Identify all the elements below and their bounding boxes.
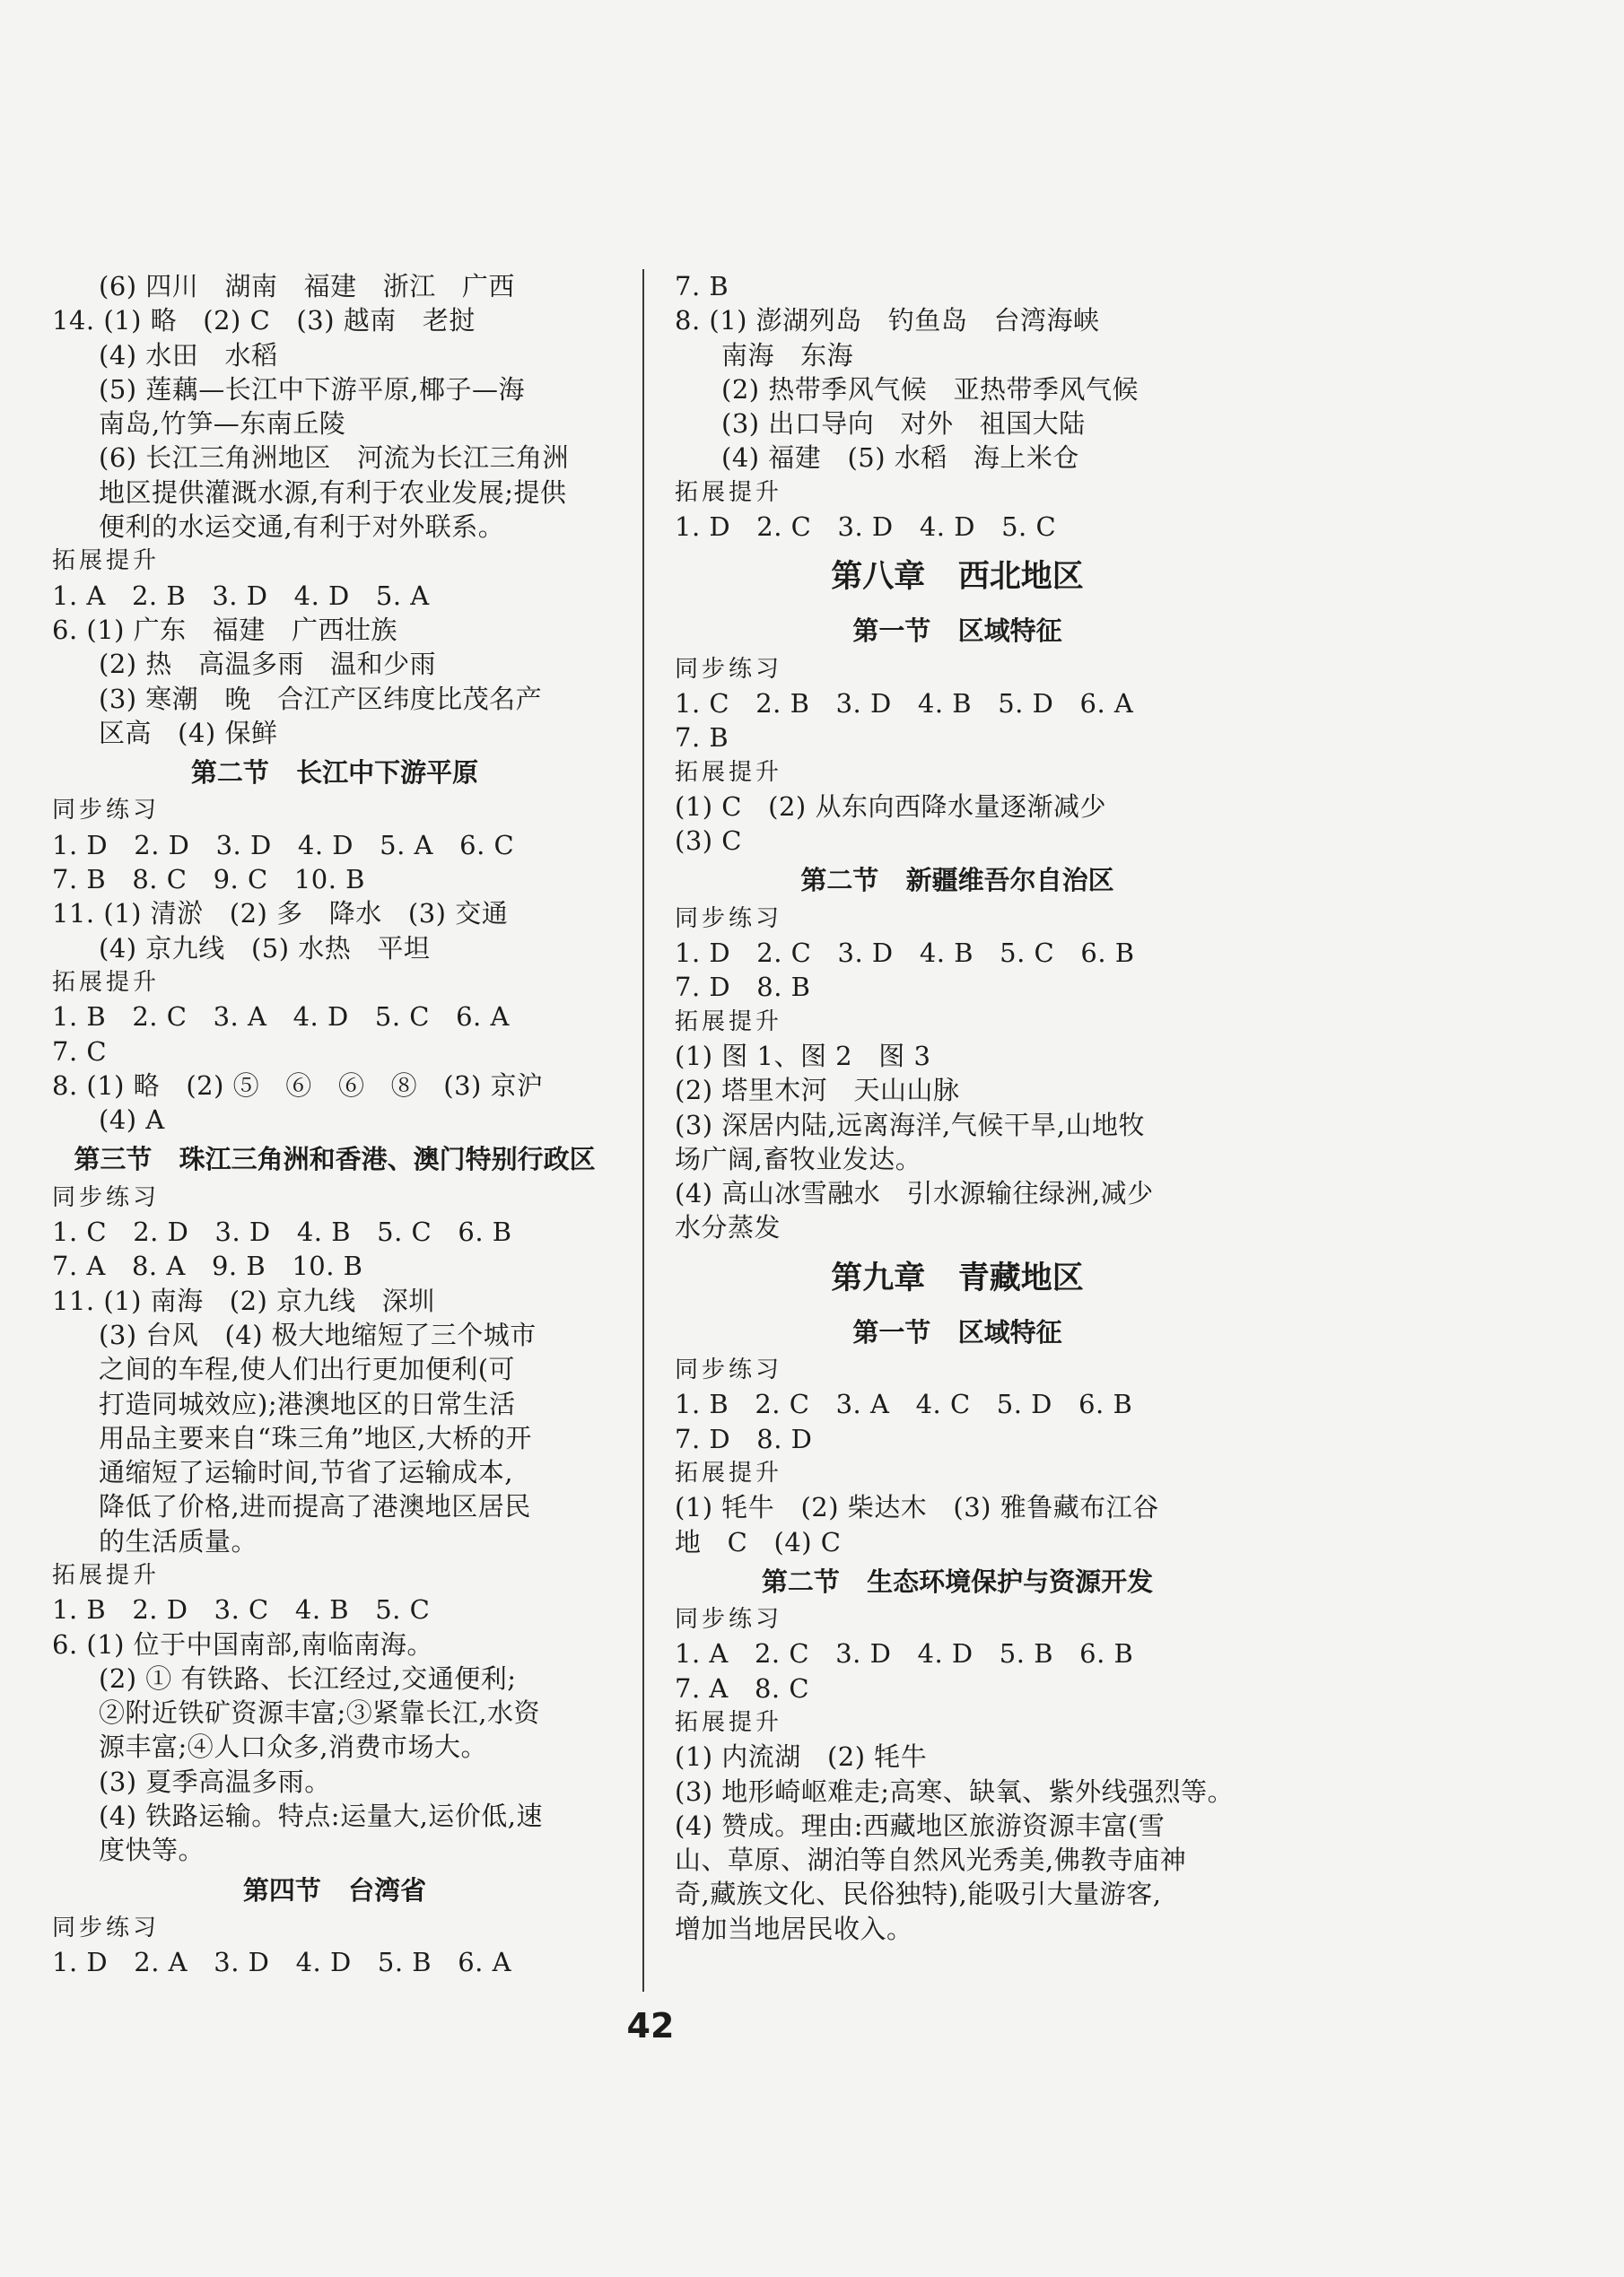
answer-line: 度快等。	[99, 1835, 205, 1866]
section-heading: 第二节 生态环境保护与资源开发	[761, 1566, 1154, 1597]
answer-line: (4) 铁路运输。特点:运量大,运价低,速	[99, 1801, 544, 1832]
answer-line: 7. A 8. C	[675, 1672, 810, 1704]
answer-line: ②附近铁矿资源丰富;③紧靠长江,水资	[99, 1697, 540, 1729]
answer-line: (3) 台风 (4) 极大地缩短了三个城市	[99, 1319, 537, 1350]
answer-line: 1. D 2. C 3. D 4. B 5. C 6. B	[675, 938, 1135, 969]
exercise-label: 拓展提升	[675, 758, 783, 786]
answer-line: (3) 夏季高温多雨。	[99, 1766, 331, 1797]
answer-line: 1. B 2. D 3. C 4. B 5. C	[52, 1594, 431, 1626]
right-column	[675, 269, 1240, 1946]
answer-line: (3) 出口导向 对外 祖国大陆	[721, 408, 1086, 440]
section-heading: 第一节 区域特征	[852, 615, 1062, 647]
answer-line: (5) 莲藕—长江中下游平原,椰子—海	[99, 373, 526, 405]
answer-line: 源丰富;④人口众多,消费市场大。	[99, 1732, 487, 1763]
answer-line: 7. A 8. A 9. B 10. B	[52, 1251, 363, 1282]
section-heading: 第三节 珠江三角洲和香港、澳门特别行政区	[74, 1144, 596, 1175]
answer-line: 1. C 2. D 3. D 4. B 5. C 6. B	[52, 1217, 512, 1248]
answer-line: 奇,藏族文化、民俗独特),能吸引大量游客,	[675, 1879, 1162, 1910]
section-heading: 第二节 新疆维吾尔自治区	[800, 865, 1114, 896]
answer-line: 便利的水运交通,有利于对外联系。	[99, 511, 505, 543]
page-number: 42	[626, 2006, 675, 2046]
answer-line: (1) 内流湖 (2) 牦牛	[675, 1741, 928, 1773]
answer-line: 7. B 8. C 9. C 10. B	[52, 864, 365, 895]
exercise-label: 拓展提升	[675, 1008, 783, 1035]
answer-line: (3) 地形崎岖难走;高寒、缺氧、紫外线强烈等。	[675, 1775, 1235, 1807]
answer-line: 山、草原、湖泊等自然风光秀美,佛教寺庙神	[675, 1845, 1187, 1876]
answer-line: (4) 福建 (5) 水稻 海上米仓	[721, 442, 1079, 474]
answer-line: 1. A 2. B 3. D 4. D 5. A	[52, 580, 430, 611]
exercise-label: 拓展提升	[675, 1708, 783, 1736]
answer-line: 区高 (4) 保鲜	[99, 717, 278, 748]
answer-line: 7. C	[52, 1035, 108, 1067]
answer-line: 7. B	[675, 271, 729, 301]
answer-line: (3) 深居内陆,远离海洋,气候干旱,山地牧	[675, 1109, 1145, 1140]
exercise-label: 拓展提升	[52, 547, 161, 575]
answer-line: 地区提供灌溉水源,有利于农业发展;提供	[99, 476, 567, 508]
exercise-label: 同步练习	[52, 797, 161, 824]
answer-line: (6) 四川 湖南 福建 浙江 广西	[99, 271, 515, 301]
chapter-heading: 第九章 青藏地区	[831, 1260, 1084, 1296]
exercise-label: 拓展提升	[675, 478, 783, 506]
answer-line: 场广阔,畜牧业发达。	[675, 1143, 922, 1174]
answer-line: (4) 京九线 (5) 水热 平坦	[99, 932, 431, 964]
answer-line: (1) C (2) 从东向西降水量逐渐减少	[675, 790, 1106, 822]
answer-line: (4) 水田 水稻	[99, 339, 278, 371]
answer-line: 1. B 2. C 3. A 4. C 5. D 6. B	[675, 1389, 1133, 1420]
answer-line: 11. (1) 清淤 (2) 多 降水 (3) 交通	[52, 898, 509, 929]
section-heading: 第一节 区域特征	[852, 1316, 1062, 1348]
answer-line: 降低了价格,进而提高了港澳地区居民	[99, 1491, 531, 1522]
answer-line: (1) 图 1、图 2 图 3	[675, 1040, 931, 1071]
answer-line: (6) 长江三角洲地区 河流为长江三角洲	[99, 442, 569, 474]
answer-line: 南岛,竹笋—东南丘陵	[99, 408, 346, 440]
answer-line: 6. (1) 位于中国南部,南临南海。	[52, 1628, 433, 1660]
answer-line: 通缩短了运输时间,节省了运输成本,	[99, 1457, 513, 1488]
answer-line: 1. D 2. D 3. D 4. D 5. A 6. C	[52, 829, 515, 860]
answer-line: 7. B	[675, 722, 729, 754]
exercise-label: 拓展提升	[52, 968, 161, 996]
exercise-label: 拓展提升	[52, 1561, 161, 1589]
answer-line: 11. (1) 南海 (2) 京九线 深圳	[52, 1285, 435, 1316]
exercise-label: 同步练习	[52, 1914, 161, 1941]
answer-line: 8. (1) 澎湖列岛 钓鱼岛 台湾海峡	[675, 305, 1100, 336]
answer-line: (2) 热带季风气候 亚热带季风气候	[721, 373, 1139, 405]
chapter-heading: 第八章 西北地区	[831, 559, 1084, 596]
answer-line: 1. B 2. C 3. A 4. D 5. C 6. A	[52, 1001, 510, 1033]
exercise-label: 同步练习	[52, 1183, 161, 1211]
answer-line: 南海 东海	[721, 339, 854, 371]
answer-line: 1. D 2. C 3. D 4. D 5. C	[675, 511, 1057, 543]
answer-line: (1) 牦牛 (2) 柴达木 (3) 雅鲁藏布江谷	[675, 1492, 1159, 1523]
answer-line: 8. (1) 略 (2) ⑤ ⑥ ⑥ ⑧ (3) 京沪	[52, 1069, 544, 1101]
answer-line: 1. A 2. C 3. D 4. D 5. B 6. B	[675, 1638, 1134, 1670]
answer-line: 14. (1) 略 (2) C (3) 越南 老挝	[52, 305, 476, 336]
answer-line: (4) A	[99, 1104, 165, 1136]
answer-line: 用品主要来自“珠三角”地区,大桥的开	[99, 1422, 532, 1453]
answer-line: (2) ① 有铁路、长江经过,交通便利;	[99, 1662, 517, 1694]
answer-line: 地 C (4) C	[675, 1526, 842, 1557]
answer-line: 的生活质量。	[99, 1525, 258, 1557]
answer-line: (2) 塔里木河 天山山脉	[675, 1075, 960, 1106]
answer-line: 打造同城效应);港澳地区的日常生活	[99, 1388, 516, 1419]
exercise-label: 同步练习	[675, 655, 783, 683]
left-column	[52, 269, 617, 1980]
answer-line: (4) 高山冰雪融水 引水源输往绿洲,减少	[675, 1178, 1154, 1209]
exercise-label: 同步练习	[675, 904, 783, 932]
answer-line: (3) 寒潮 晚 合江产区纬度比茂名产	[99, 683, 543, 714]
answer-line: 7. D 8. B	[675, 972, 811, 1003]
answer-line: 水分蒸发	[675, 1212, 781, 1243]
answer-line: (3) C	[675, 825, 742, 857]
answer-line: 7. D 8. D	[675, 1423, 813, 1454]
answer-line: (2) 热 高温多雨 温和少雨	[99, 649, 437, 680]
exercise-label: 同步练习	[675, 1606, 783, 1634]
exercise-label: 同步练习	[675, 1357, 783, 1384]
answer-line: (4) 赞成。理由:西藏地区旅游资源丰富(雪	[675, 1810, 1166, 1841]
section-heading: 第四节 台湾省	[242, 1874, 427, 1906]
answer-line: 增加当地居民收入。	[675, 1913, 913, 1944]
column-divider	[642, 269, 644, 1992]
answer-line: 1. D 2. A 3. D 4. D 5. B 6. A	[52, 1947, 512, 1978]
section-heading: 第二节 长江中下游平原	[190, 757, 479, 789]
answer-line: 之间的车程,使人们出行更加便利(可	[99, 1354, 516, 1385]
exercise-label: 拓展提升	[675, 1459, 783, 1487]
answer-line: 1. C 2. B 3. D 4. B 5. D 6. A	[675, 687, 1134, 719]
answer-line: 6. (1) 广东 福建 广西壮族	[52, 614, 397, 645]
